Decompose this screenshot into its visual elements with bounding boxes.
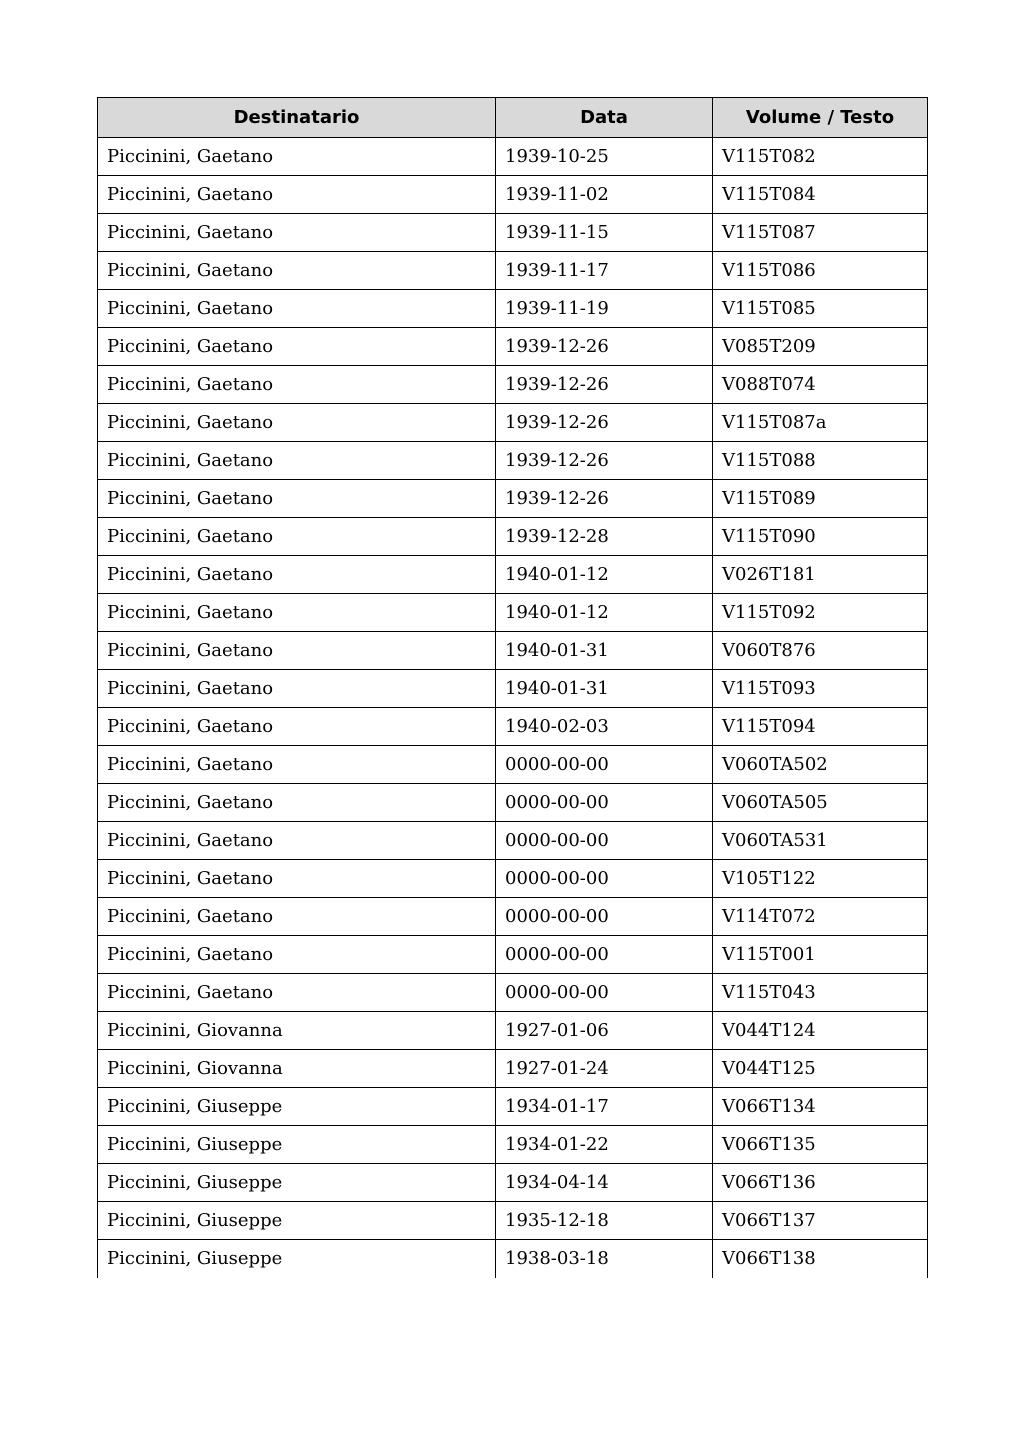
table-row — [98, 974, 928, 1012]
cell-destinatario: Piccinini, Gaetano — [98, 556, 496, 594]
cell-data: 0000-00-00 — [496, 860, 713, 898]
cell-destinatario: Piccinini, Giuseppe — [98, 1088, 496, 1126]
table-row — [98, 1012, 928, 1050]
table-row — [98, 632, 928, 670]
cell-destinatario: Piccinini, Gaetano — [98, 594, 496, 632]
cell-destinatario: Piccinini, Gaetano — [98, 974, 496, 1012]
cell-volume-testo: V026T181 — [713, 556, 928, 594]
cell-volume-testo: V066T138 — [713, 1240, 928, 1278]
cell-volume-testo: V115T084 — [713, 176, 928, 214]
cell-destinatario: Piccinini, Gaetano — [98, 784, 496, 822]
cell-data: 1940-01-31 — [496, 670, 713, 708]
cell-volume-testo: V115T087a — [713, 404, 928, 442]
cell-volume-testo: V115T043 — [713, 974, 928, 1012]
header-data: Data — [496, 98, 713, 138]
cell-volume-testo: V115T094 — [713, 708, 928, 746]
cell-volume-testo: V066T137 — [713, 1202, 928, 1240]
table-row — [98, 746, 928, 784]
table-row — [98, 518, 928, 556]
cell-destinatario: Piccinini, Gaetano — [98, 708, 496, 746]
cell-destinatario: Piccinini, Giovanna — [98, 1050, 496, 1088]
cell-destinatario: Piccinini, Giovanna — [98, 1012, 496, 1050]
cell-destinatario: Piccinini, Gaetano — [98, 898, 496, 936]
cell-destinatario: Piccinini, Gaetano — [98, 936, 496, 974]
cell-data: 1939-11-17 — [496, 252, 713, 290]
cell-data: 0000-00-00 — [496, 822, 713, 860]
cell-volume-testo: V115T088 — [713, 442, 928, 480]
cell-destinatario: Piccinini, Gaetano — [98, 632, 496, 670]
cell-volume-testo: V105T122 — [713, 860, 928, 898]
cell-data: 0000-00-00 — [496, 898, 713, 936]
cell-volume-testo: V060TA505 — [713, 784, 928, 822]
cell-data: 1934-01-17 — [496, 1088, 713, 1126]
cell-destinatario: Piccinini, Gaetano — [98, 366, 496, 404]
cell-destinatario: Piccinini, Gaetano — [98, 290, 496, 328]
cell-destinatario: Piccinini, Gaetano — [98, 404, 496, 442]
cell-destinatario: Piccinini, Gaetano — [98, 442, 496, 480]
table-row — [98, 670, 928, 708]
cell-volume-testo: V115T090 — [713, 518, 928, 556]
cell-volume-testo: V115T086 — [713, 252, 928, 290]
table-row — [98, 1126, 928, 1164]
cell-data: 1939-12-26 — [496, 366, 713, 404]
cell-data: 1934-04-14 — [496, 1164, 713, 1202]
header-destinatario: Destinatario — [98, 98, 496, 138]
cell-destinatario: Piccinini, Gaetano — [98, 518, 496, 556]
cell-volume-testo: V114T072 — [713, 898, 928, 936]
table-row — [98, 176, 928, 214]
cell-data: 1938-03-18 — [496, 1240, 713, 1278]
table-header-row — [98, 98, 928, 138]
cell-data: 1939-12-26 — [496, 442, 713, 480]
cell-volume-testo: V066T135 — [713, 1126, 928, 1164]
table-row — [98, 480, 928, 518]
cell-destinatario: Piccinini, Giuseppe — [98, 1240, 496, 1278]
cell-data: 1940-02-03 — [496, 708, 713, 746]
cell-data: 1940-01-12 — [496, 594, 713, 632]
cell-data: 0000-00-00 — [496, 746, 713, 784]
table-row — [98, 594, 928, 632]
table-row — [98, 1164, 928, 1202]
table-row — [98, 328, 928, 366]
table-row — [98, 442, 928, 480]
cell-destinatario: Piccinini, Gaetano — [98, 746, 496, 784]
table-row — [98, 898, 928, 936]
cell-volume-testo: V085T209 — [713, 328, 928, 366]
cell-data: 1940-01-12 — [496, 556, 713, 594]
table-row — [98, 138, 928, 176]
table-row — [98, 556, 928, 594]
cell-volume-testo: V115T001 — [713, 936, 928, 974]
table-body — [98, 138, 928, 1278]
header-volume-testo: Volume / Testo — [713, 98, 928, 138]
cell-destinatario: Piccinini, Gaetano — [98, 822, 496, 860]
table-row — [98, 214, 928, 252]
cell-volume-testo: V060T876 — [713, 632, 928, 670]
cell-volume-testo: V088T074 — [713, 366, 928, 404]
cell-destinatario: Piccinini, Gaetano — [98, 252, 496, 290]
cell-volume-testo: V066T134 — [713, 1088, 928, 1126]
cell-volume-testo: V060TA531 — [713, 822, 928, 860]
cell-data: 0000-00-00 — [496, 936, 713, 974]
cell-volume-testo: V115T089 — [713, 480, 928, 518]
cell-destinatario: Piccinini, Gaetano — [98, 214, 496, 252]
cell-volume-testo: V115T087 — [713, 214, 928, 252]
cell-volume-testo: V115T093 — [713, 670, 928, 708]
cell-destinatario: Piccinini, Gaetano — [98, 670, 496, 708]
cell-data: 1939-12-26 — [496, 328, 713, 366]
table-row — [98, 708, 928, 746]
cell-volume-testo: V115T082 — [713, 138, 928, 176]
table-row — [98, 404, 928, 442]
cell-data: 0000-00-00 — [496, 784, 713, 822]
table-row — [98, 860, 928, 898]
cell-destinatario: Piccinini, Gaetano — [98, 176, 496, 214]
cell-data: 1939-11-19 — [496, 290, 713, 328]
table-row — [98, 1240, 928, 1278]
cell-data: 1934-01-22 — [496, 1126, 713, 1164]
table-row — [98, 252, 928, 290]
cell-volume-testo: V044T124 — [713, 1012, 928, 1050]
cell-data: 1939-11-02 — [496, 176, 713, 214]
table-row — [98, 936, 928, 974]
cell-destinatario: Piccinini, Giuseppe — [98, 1164, 496, 1202]
cell-destinatario: Piccinini, Gaetano — [98, 138, 496, 176]
table-row — [98, 822, 928, 860]
cell-data: 1927-01-24 — [496, 1050, 713, 1088]
cell-data: 0000-00-00 — [496, 974, 713, 1012]
cell-volume-testo: V066T136 — [713, 1164, 928, 1202]
table-row — [98, 1202, 928, 1240]
cell-volume-testo: V115T092 — [713, 594, 928, 632]
table-row — [98, 1088, 928, 1126]
cell-data: 1939-10-25 — [496, 138, 713, 176]
cell-volume-testo: V060TA502 — [713, 746, 928, 784]
cell-destinatario: Piccinini, Giuseppe — [98, 1202, 496, 1240]
cell-data: 1939-12-28 — [496, 518, 713, 556]
cell-data: 1939-11-15 — [496, 214, 713, 252]
table-row — [98, 290, 928, 328]
cell-data: 1935-12-18 — [496, 1202, 713, 1240]
table-row — [98, 366, 928, 404]
cell-destinatario: Piccinini, Gaetano — [98, 860, 496, 898]
cell-data: 1927-01-06 — [496, 1012, 713, 1050]
correspondence-table — [97, 97, 928, 1278]
cell-data: 1939-12-26 — [496, 480, 713, 518]
cell-destinatario: Piccinini, Gaetano — [98, 328, 496, 366]
table-row — [98, 1050, 928, 1088]
table-row — [98, 784, 928, 822]
document-table-container — [97, 97, 927, 1278]
cell-destinatario: Piccinini, Gaetano — [98, 480, 496, 518]
cell-data: 1939-12-26 — [496, 404, 713, 442]
cell-data: 1940-01-31 — [496, 632, 713, 670]
cell-volume-testo: V115T085 — [713, 290, 928, 328]
cell-destinatario: Piccinini, Giuseppe — [98, 1126, 496, 1164]
cell-volume-testo: V044T125 — [713, 1050, 928, 1088]
